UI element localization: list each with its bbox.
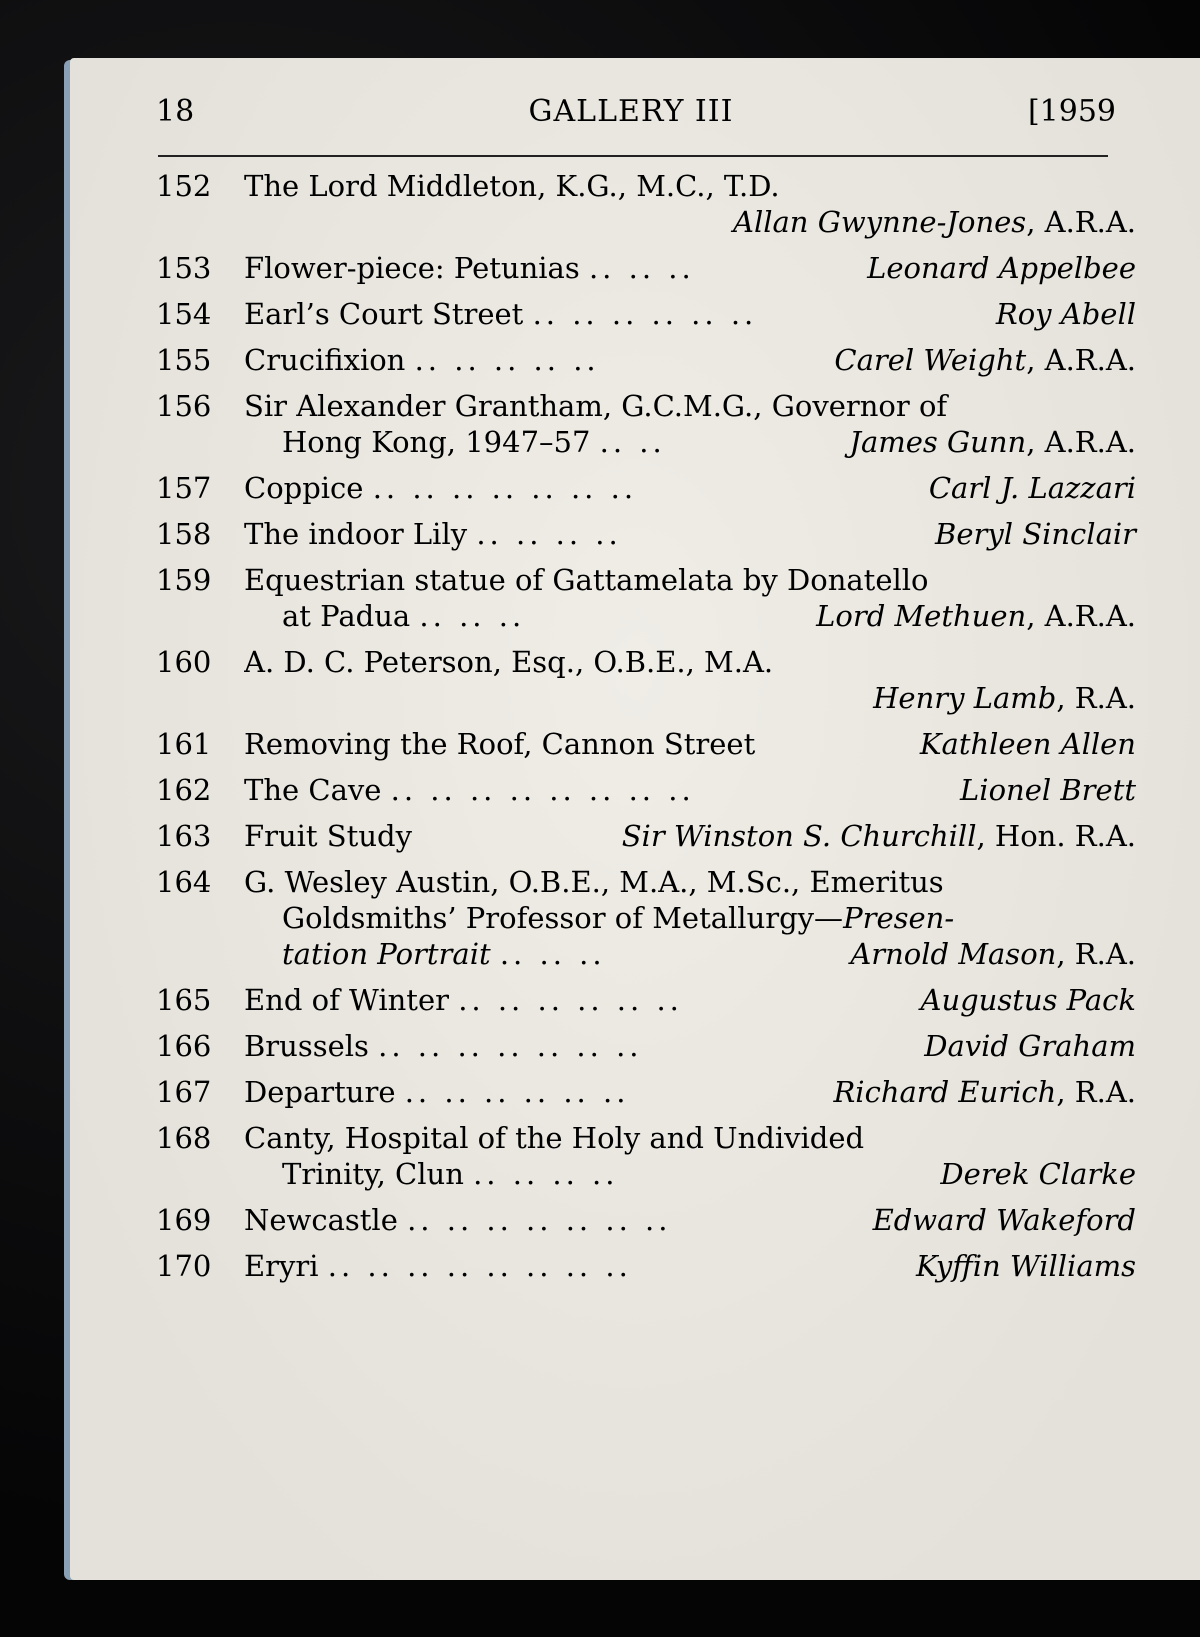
entry-list <box>156 168 1136 1294</box>
entry-number: 166 <box>156 1029 212 1063</box>
entry-title-continued: at Padua <box>282 599 411 633</box>
entry-number: 168 <box>156 1121 212 1155</box>
catalogue-entry <box>156 1248 1136 1284</box>
artist-name: Kyffin Williams <box>916 1249 1136 1283</box>
artist-name: Roy Abell <box>995 297 1136 331</box>
gallery-title: GALLERY III <box>528 94 734 129</box>
artist-suffix: , A.R.A. <box>1026 599 1136 633</box>
entry-number: 152 <box>156 169 212 203</box>
artist-name: Carl J. Lazzari <box>928 471 1136 505</box>
artist-suffix: , R.A. <box>1056 1075 1136 1109</box>
artist-suffix: , Hon. R.A. <box>976 819 1136 853</box>
catalogue-entry <box>156 772 1136 808</box>
entry-number: 161 <box>156 727 212 761</box>
entry-title: Canty, Hospital of the Holy and Undivided <box>244 1121 865 1155</box>
entry-number: 156 <box>156 389 212 423</box>
catalogue-entry <box>156 1120 1136 1192</box>
entry-title: Flower-piece: Petunias <box>244 251 580 285</box>
catalogue-entry <box>156 250 1136 286</box>
catalogue-entry <box>156 726 1136 762</box>
entry-number: 157 <box>156 471 212 505</box>
catalogue-entry <box>156 1028 1136 1064</box>
entry-title: Brussels <box>244 1029 369 1063</box>
artist-suffix: , R.A. <box>1056 937 1136 971</box>
leader-dots: .. .. .. .. .. <box>414 343 600 377</box>
year-mark: [1959 <box>1027 94 1116 129</box>
entry-title: A. D. C. Peterson, Esq., O.B.E., M.A. <box>244 645 774 679</box>
entry-title: Equestrian statue of Gattamelata by Donatello <box>244 563 929 597</box>
artist-name: Derek Clarke <box>940 1157 1136 1191</box>
entry-number: 165 <box>156 983 212 1017</box>
artist-name: Lionel Brett <box>960 773 1136 807</box>
entry-title: The indoor Lily <box>244 517 468 551</box>
leader-dots: .. .. .. .. .. .. .. <box>407 1203 672 1237</box>
leader-dots: .. .. .. .. .. .. .. .. <box>327 1249 632 1283</box>
catalogue-entry <box>156 864 1136 972</box>
catalogue-entry <box>156 1074 1136 1110</box>
entry-title: The Lord Middleton, K.G., M.C., T.D. <box>244 169 780 203</box>
artist-name: Kathleen Allen <box>919 727 1136 761</box>
catalogue-entry <box>156 168 1136 240</box>
entry-title: G. Wesley Austin, O.B.E., M.A., M.Sc., Emeritus <box>244 865 944 899</box>
catalogue-entry <box>156 342 1136 378</box>
catalogue-entry <box>156 982 1136 1018</box>
entry-number: 153 <box>156 251 212 285</box>
entry-title: Newcastle <box>244 1203 398 1237</box>
artist-suffix: , A.R.A. <box>1026 343 1136 377</box>
leader-dots: .. .. .. <box>588 251 695 285</box>
leader-dots: .. .. .. .. <box>476 517 622 551</box>
artist-name: Henry Lamb <box>873 681 1057 715</box>
leader-dots: .. .. .. .. .. .. <box>404 1075 630 1109</box>
entry-title-continued: Trinity, Clun <box>282 1157 464 1191</box>
catalogue-entry <box>156 388 1136 460</box>
leader-dots: .. .. .. .. .. .. .. .. <box>390 773 695 807</box>
leader-dots: .. .. .. <box>419 599 526 633</box>
running-head <box>156 94 1116 134</box>
artist-name: Leonard Appelbee <box>867 251 1136 285</box>
entry-number: 158 <box>156 517 212 551</box>
entry-title: Removing the Roof, Cannon Street <box>244 727 756 761</box>
entry-number: 164 <box>156 865 212 899</box>
entry-artist-line <box>244 680 1136 716</box>
entry-number: 159 <box>156 563 212 597</box>
artist-name: Carel Weight <box>834 343 1027 377</box>
leader-dots: .. .. .. .. .. .. <box>532 297 758 331</box>
entry-title: Earl’s Court Street <box>244 297 524 331</box>
entry-title: Sir Alexander Grantham, G.C.M.G., Governor of <box>244 389 948 423</box>
catalogue-entry <box>156 562 1136 634</box>
entry-title: End of Winter <box>244 983 449 1017</box>
catalogue-entry <box>156 296 1136 332</box>
artist-suffix: , R.A. <box>1056 681 1136 715</box>
entry-title: Coppice <box>244 471 364 505</box>
page-number: 18 <box>156 94 195 129</box>
artist-name: Sir Winston S. Churchill <box>621 819 977 853</box>
catalogue-entry <box>156 644 1136 716</box>
artist-name: Allan Gwynne-Jones <box>733 205 1027 239</box>
leader-dots: .. .. .. .. .. .. .. <box>372 471 638 505</box>
entry-title: Fruit Study <box>244 819 412 853</box>
entry-title: Departure <box>244 1075 396 1109</box>
leader-dots: .. .. .. <box>499 937 606 971</box>
artist-name: Richard Eurich <box>833 1075 1057 1109</box>
catalogue-entry <box>156 516 1136 552</box>
leader-dots: .. .. .. .. <box>473 1157 619 1191</box>
entry-title-continued: Goldsmiths’ Professor of Metallurgy— <box>282 901 844 935</box>
catalogue-entry <box>156 470 1136 506</box>
entry-artist-line <box>244 204 1136 240</box>
artist-name: Augustus Pack <box>920 983 1136 1017</box>
artist-name: James Gunn <box>849 425 1027 459</box>
entry-number: 170 <box>156 1249 212 1283</box>
leader-dots: .. .. .. .. .. .. <box>458 983 683 1017</box>
artist-name: Arnold Mason <box>850 937 1057 971</box>
leader-dots: .. .. .. .. .. .. .. <box>378 1029 643 1063</box>
entry-number: 155 <box>156 343 212 377</box>
header-rule <box>158 155 1108 157</box>
artist-name: Beryl Sinclair <box>935 517 1136 551</box>
entry-number: 163 <box>156 819 212 853</box>
artist-name: Lord Methuen <box>816 599 1027 633</box>
entry-number: 160 <box>156 645 212 679</box>
entry-title-italic: tation Portrait <box>282 937 491 971</box>
leader-dots: .. .. <box>599 425 666 459</box>
entry-number: 169 <box>156 1203 212 1237</box>
entry-title-continued: Hong Kong, 1947–57 <box>282 425 591 459</box>
entry-number: 154 <box>156 297 212 331</box>
entry-title: The Cave <box>244 773 382 807</box>
entry-number: 162 <box>156 773 212 807</box>
artist-name: Edward Wakeford <box>872 1203 1136 1237</box>
catalogue-entry <box>156 1202 1136 1238</box>
entry-title: Eryri <box>244 1249 319 1283</box>
artist-name: David Graham <box>924 1029 1136 1063</box>
artist-suffix: , A.R.A. <box>1026 205 1136 239</box>
artist-suffix: , A.R.A. <box>1026 425 1136 459</box>
catalogue-entry <box>156 818 1136 854</box>
entry-title-italic: Presen- <box>843 901 955 935</box>
entry-title: Crucifixion <box>244 343 406 377</box>
entry-number: 167 <box>156 1075 212 1109</box>
